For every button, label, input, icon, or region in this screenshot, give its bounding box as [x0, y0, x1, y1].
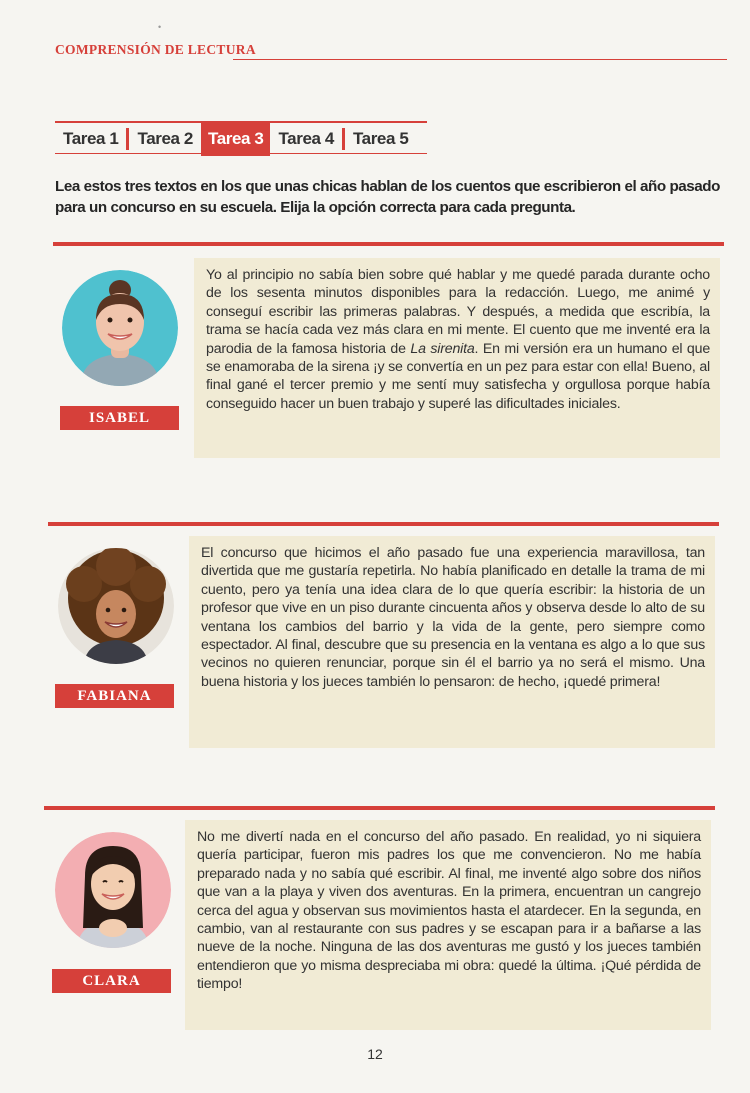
text-fabiana: El concurso que hicimos el año pasado fue una experiencia maravillosa, tan divertida que me gustaría repetirla. No había planificado en detalle la trama de mi cuento, pero ya tenía una idea clara de lo que quería escribir: la historia de un profesor que vive en un piso durante cincuenta años y observa desde lo alto de su ventana los cambios del barrio y la vida de la gente, pero siempre como espectador. Al final, descubre que su presencia en la ventana es algo a lo que sus vecinos no quieren renunciar, porque sin él el barrio ya no será el mismo. Una buena historia y los jueces también lo pensaron: de hecho, ¡quedé primera!	[189, 536, 715, 748]
pin-icon: •	[158, 22, 162, 32]
avatar-clara	[55, 832, 171, 948]
portrait-isabel-icon	[62, 270, 178, 386]
task-tabs	[55, 122, 416, 156]
tab-tarea-5[interactable]: Tarea 5	[352, 129, 409, 148]
section-rule-isabel	[53, 242, 724, 246]
tab-tarea-1[interactable]: Tarea 1	[63, 129, 119, 148]
section-rule-clara	[44, 806, 715, 810]
name-badge-fabiana: FABIANA	[55, 684, 174, 708]
section-header	[55, 42, 727, 64]
section-rule-fabiana	[48, 522, 719, 526]
instructions: Lea estos tres textos en los que unas chicas hablan de los cuentos que escribieron el año pasado para un concurso en su escuela. Elija la opción correcta para cada pregunta.	[55, 178, 720, 216]
page-number: 12	[367, 1046, 383, 1062]
tab-tarea-2[interactable]: Tarea 2	[137, 129, 193, 148]
text-isabel-part-2: . En mi versión era un humano el que se enamoraba de la sirena ¡y se convertía en un pez para estar con ella! Bueno, al final gané el tercer premio y me sentí muy satisfecha y orgullosa porque había conseguido hacer un buen trabajo y superé las dificultades iniciales.	[206, 340, 711, 412]
portrait-clara-icon	[55, 832, 171, 948]
header-divider	[233, 59, 727, 60]
text-isabel-part-1: Yo al principio no sabía bien sobre qué hablar y me quedé parada durante ocho de los sesenta minutos disponibles para la redacción. Luego, me animé y conseguí escribir las primeras palabras. Y después, a medida que escribía, la trama se hacía cada vez más clara en mi mente. El cuento que me inventé era la parodia de la famosa historia de	[206, 267, 710, 357]
avatar-fabiana	[58, 548, 174, 664]
avatar-isabel	[62, 270, 178, 386]
text-isabel-title: La sirenita	[410, 340, 475, 357]
text-clara: No me divertí nada en el concurso del año pasado. En realidad, yo ni siquiera quería participar, fueron mis padres los que me convencieron. No me había preparado nada y no sabía qué escribir. Al final, me inventé algo sobre dos niños que van a la playa y viven dos aventuras. En la primera, encuentran un cangrejo cerca del agua y observan sus movimientos hasta el atardecer. En la segunda, en cambio, van al restaurante con sus padres y se escapan para ir a bañarse a las nueve de la noche. Ninguna de las dos aventuras me gustó y los jueces también entendieron que yo misma despreciaba mi obra: quedé la última. ¡Qué pérdida de tiempo!	[185, 820, 711, 1030]
tabs-bottom-rule	[55, 153, 427, 154]
section-title: COMPRENSIÓN DE LECTURA	[55, 42, 256, 57]
tab-tarea-4[interactable]: Tarea 4	[278, 129, 334, 148]
portrait-fabiana-icon	[58, 548, 174, 664]
name-badge-clara: CLARA	[52, 969, 171, 993]
tab-tarea-3[interactable]: Tarea 3	[201, 122, 270, 156]
text-isabel	[194, 258, 720, 458]
name-badge-isabel: ISABEL	[60, 406, 179, 430]
